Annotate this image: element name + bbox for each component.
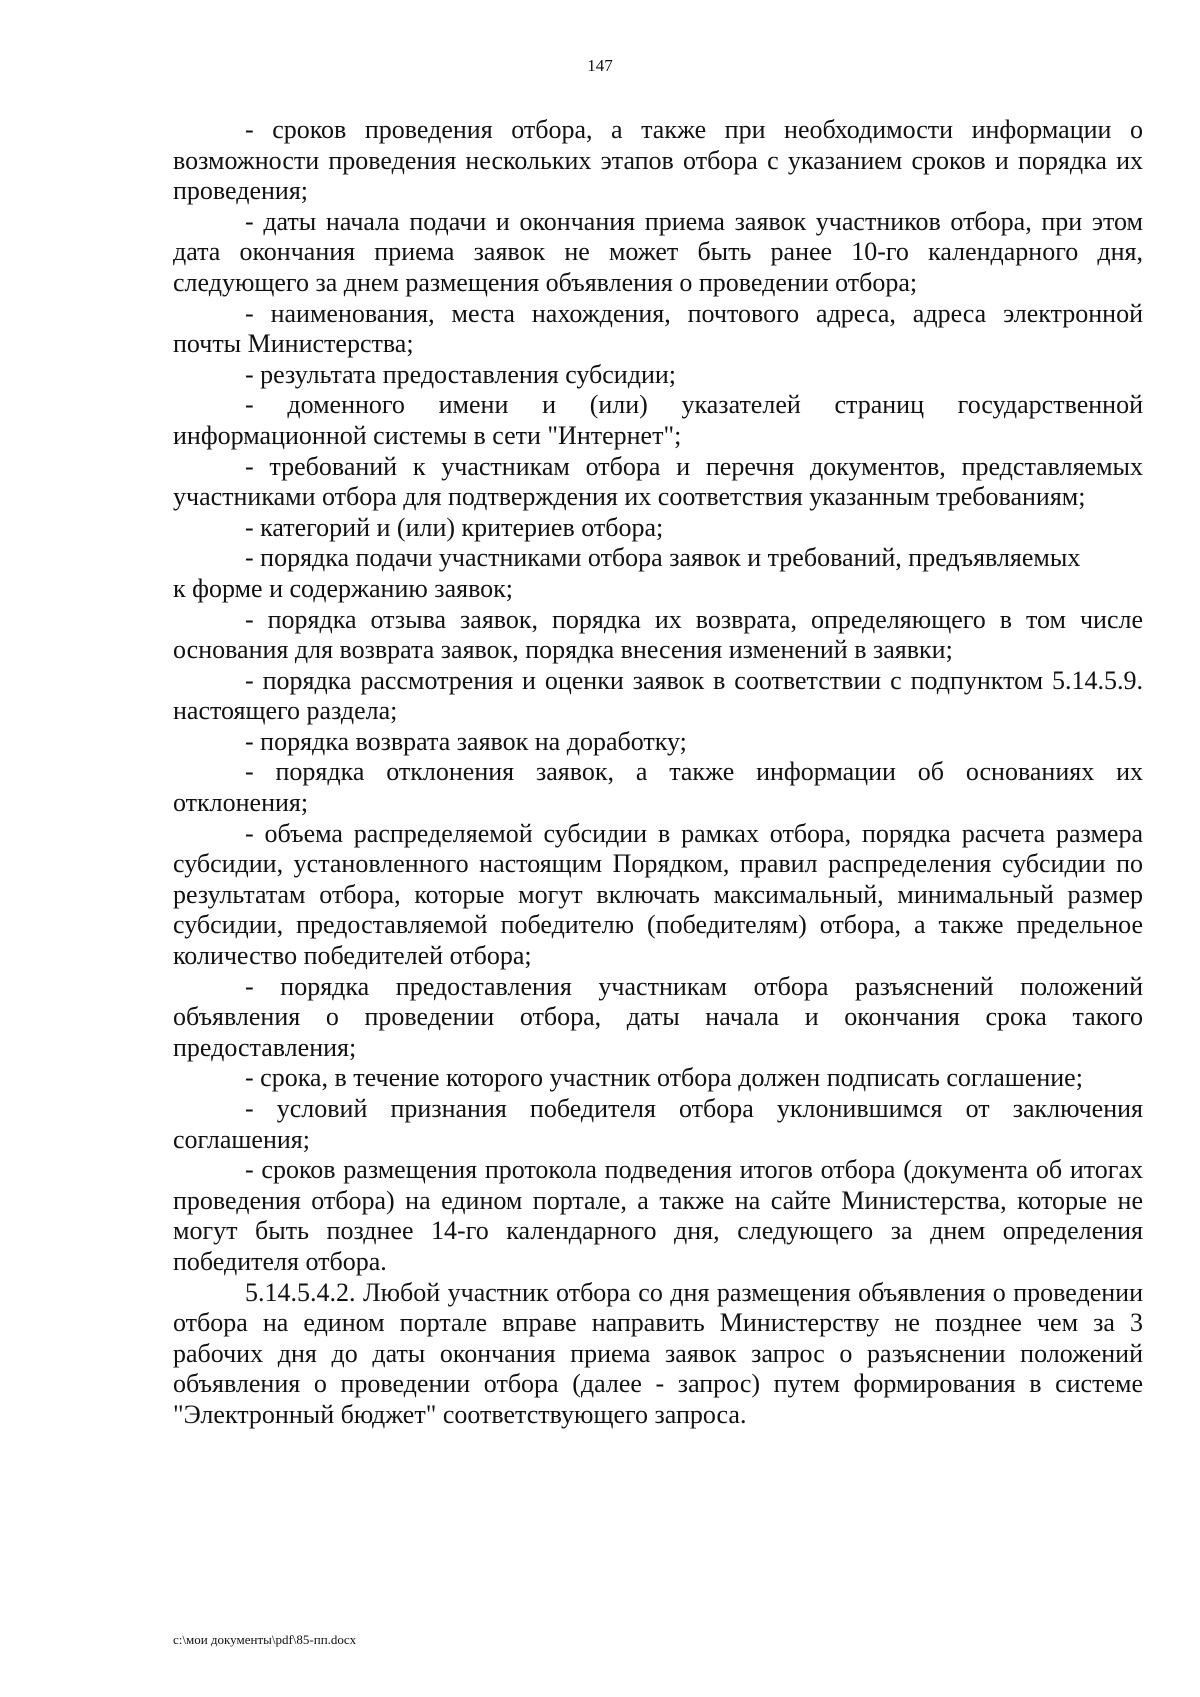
- paragraph: - даты начала подачи и окончания приема заявок участников отбора, при этом дата окончания приема заявок не может быть ранее 10-го календарного дня, следующего за днем размещения объявления о проведении отбора;: [173, 206, 1143, 297]
- paragraph: - доменного имени и (или) указателей страниц государственной информационной системы в сети "Интернет";: [173, 390, 1143, 450]
- paragraph: - условий признания победителя отбора уклонившимся от заключения соглашения;: [173, 1094, 1143, 1154]
- paragraph: 5.14.5.4.2. Любой участник отбора со дня размещения объявления о проведении отбора на едином портале вправе направить Министерству не позднее чем за 3 рабочих дня до даты окончания приема заявок запрос о разъяснении положений объявления о проведении отбора (далее - запрос) путем формирования в системе "Электронный бюджет" соответствующего запроса.: [173, 1277, 1143, 1429]
- page-number: 147: [587, 56, 613, 75]
- paragraph: - порядка подачи участниками отбора заявок и требований, предъявляемых: [245, 543, 1081, 573]
- paragraph: - сроков проведения отбора, а также при необходимости информации о возможности проведения нескольких этапов отбора с указанием сроков и порядка их проведения;: [173, 115, 1143, 206]
- paragraph: - объема распределяемой субсидии в рамках отбора, порядка расчета размера субсидии, установленного настоящим Порядком, правил распределения субсидии по результатам отбора, которые могут включать максимальный, минимальный размер субсидии, предоставляемой победителю (победителям) отбора, а также предельное количество победителей отбора;: [173, 818, 1143, 971]
- paragraph: - порядка возврата заявок на доработку;: [245, 726, 687, 756]
- paragraph: - порядка отзыва заявок, порядка их возврата, определяющего в том числе основания для возврата заявок, порядка внесения изменений в заявки;: [173, 604, 1143, 665]
- paragraph: - требований к участникам отбора и перечня документов, представляемых участниками отбора для подтверждения их соответствия указанным требованиям;: [173, 451, 1143, 512]
- paragraph: - категорий и (или) критериев отбора;: [245, 512, 664, 542]
- paragraph: - порядка рассмотрения и оценки заявок в соответствии с подпунктом 5.14.5.9. настоящего раздела;: [173, 665, 1143, 726]
- paragraph: - наименования, места нахождения, почтового адреса, адреса электронной почты Министерства;: [173, 298, 1143, 359]
- footer-file-path: c:\мои документы\pdf\85-пп.docx: [173, 1632, 357, 1647]
- paragraph: - срока, в течение которого участник отбора должен подписать соглашение;: [245, 1063, 1083, 1093]
- document-body: [173, 115, 1143, 1431]
- paragraph: - результата предоставления субсидии;: [245, 359, 677, 389]
- paragraph: - сроков размещения протокола подведения итогов отбора (документа об итогах проведения отбора) на едином портале, а также на сайте Министерства, которые не могут быть позднее 14-го календарного дня, следующего за днем определения победителя отбора.: [173, 1155, 1143, 1276]
- paragraph: - порядка предоставления участникам отбора разъяснений положений объявления о проведении отбора, даты начала и окончания срока такого предоставления;: [173, 971, 1143, 1062]
- paragraph: - порядка отклонения заявок, а также информации об основаниях их отклонения;: [173, 757, 1143, 818]
- paragraph-continuation: к форме и содержанию заявок;: [173, 573, 514, 603]
